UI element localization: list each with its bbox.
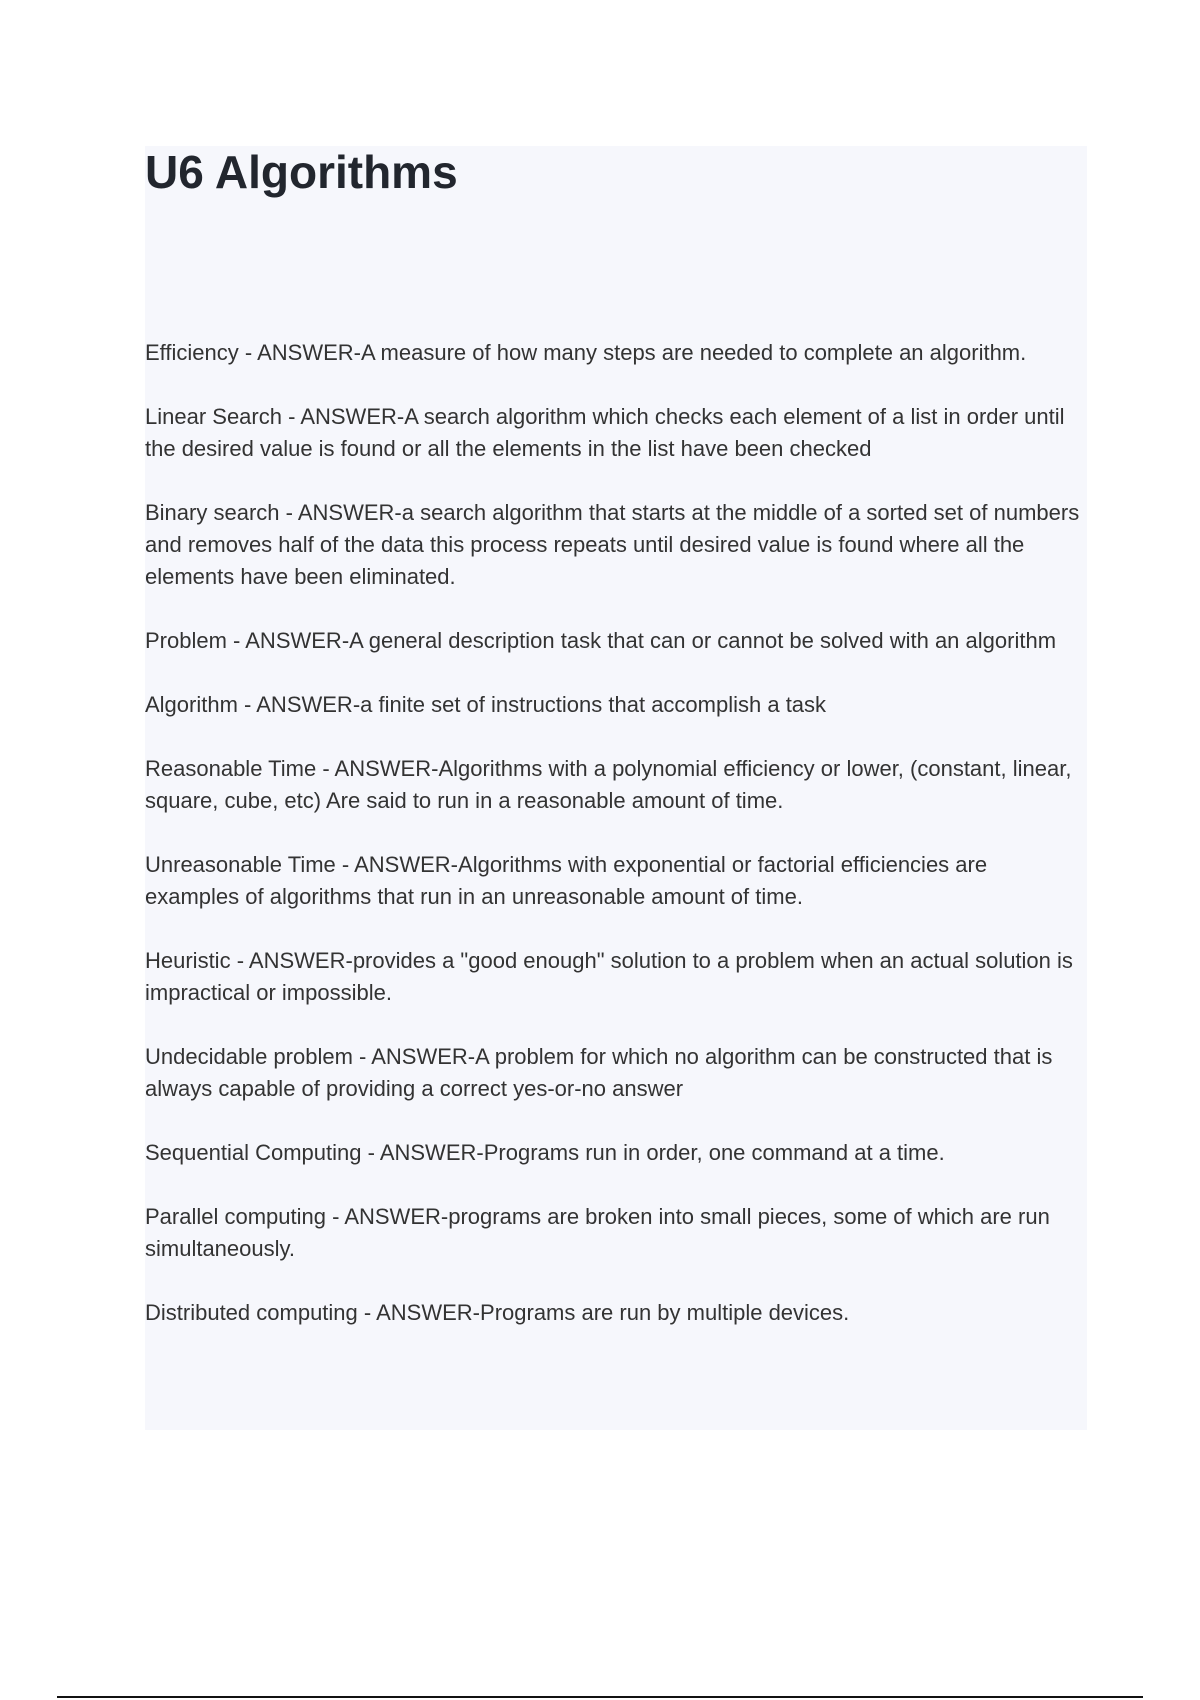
entry-definition: provides a "good enough" solution to a problem when an actual solution is impractical or impossible. xyxy=(145,948,1073,1005)
entry-separator: - ANSWER- xyxy=(237,692,361,717)
entry-definition: a finite set of instructions that accomplish a task xyxy=(360,692,827,717)
page-bottom-rule xyxy=(57,1696,1143,1698)
entry-definition: A general description task that can or cannot be solved with an algorithm xyxy=(349,628,1057,653)
glossary-entry xyxy=(145,689,1085,721)
entry-separator: - ANSWER- xyxy=(357,1300,481,1325)
entry-definition: a search algorithm that starts at the middle of a sorted set of numbers and removes half of the data this process repeats until desired value is found where all the elements have been eliminated. xyxy=(145,500,1080,589)
entry-separator: - ANSWER- xyxy=(226,628,350,653)
entry-definition: A measure of how many steps are needed to complete an algorithm. xyxy=(360,340,1027,365)
entry-term: Unreasonable Time xyxy=(145,852,336,877)
entry-separator: - ANSWER- xyxy=(316,756,439,781)
glossary-entry xyxy=(145,497,1085,593)
glossary-list xyxy=(145,337,1085,1361)
glossary-entry xyxy=(145,945,1085,1009)
entry-separator: - ANSWER- xyxy=(279,500,402,525)
glossary-entry xyxy=(145,753,1085,817)
entry-separator: - ANSWER- xyxy=(238,340,361,365)
page-title: U6 Algorithms xyxy=(145,146,458,198)
glossary-entry xyxy=(145,625,1085,657)
entry-definition: Algorithms with a polynomial efficiency or lower, (constant, linear, square, cube, etc) Are said to run in a reasonable amount of time. xyxy=(145,756,1072,813)
glossary-entry xyxy=(145,1041,1085,1105)
entry-definition: Algorithms with exponential or factorial efficiencies are examples of algorithms that run in an unreasonable amount of time. xyxy=(145,852,988,909)
entry-definition: A problem for which no algorithm can be constructed that is always capable of providing a correct yes-or-no answer xyxy=(145,1044,1053,1101)
entry-separator: - ANSWER- xyxy=(230,948,353,973)
entry-term: Problem xyxy=(145,628,227,653)
entry-term: Binary search xyxy=(145,500,280,525)
entry-term: Reasonable Time xyxy=(145,756,317,781)
glossary-entry xyxy=(145,401,1085,465)
entry-term: Heuristic xyxy=(145,948,231,973)
entry-definition: programs are broken into small pieces, some of which are run simultaneously. xyxy=(145,1204,1050,1261)
entry-term: Parallel computing xyxy=(145,1204,326,1229)
entry-term: Algorithm xyxy=(145,692,238,717)
entry-term: Sequential Computing xyxy=(145,1140,362,1165)
glossary-entry xyxy=(145,1137,1085,1169)
entry-term: Distributed computing xyxy=(145,1300,358,1325)
glossary-entry xyxy=(145,1297,1085,1329)
entry-definition: A search algorithm which checks each element of a list in order until the desired value is found or all the elements in the list have been checked xyxy=(145,404,1065,461)
entry-separator: - ANSWER- xyxy=(281,404,405,429)
entry-term: Undecidable problem xyxy=(145,1044,353,1069)
entry-separator: - ANSWER- xyxy=(352,1044,476,1069)
entry-definition: Programs are run by multiple devices. xyxy=(480,1300,850,1325)
entry-separator: - ANSWER- xyxy=(325,1204,449,1229)
glossary-entry xyxy=(145,337,1085,369)
entry-definition: Programs run in order, one command at a time. xyxy=(483,1140,945,1165)
glossary-entry xyxy=(145,849,1085,913)
entry-separator: - ANSWER- xyxy=(361,1140,484,1165)
glossary-entry xyxy=(145,1201,1085,1265)
entry-term: Linear Search xyxy=(145,404,282,429)
entry-term: Efficiency xyxy=(145,340,239,365)
entry-separator: - ANSWER- xyxy=(335,852,459,877)
